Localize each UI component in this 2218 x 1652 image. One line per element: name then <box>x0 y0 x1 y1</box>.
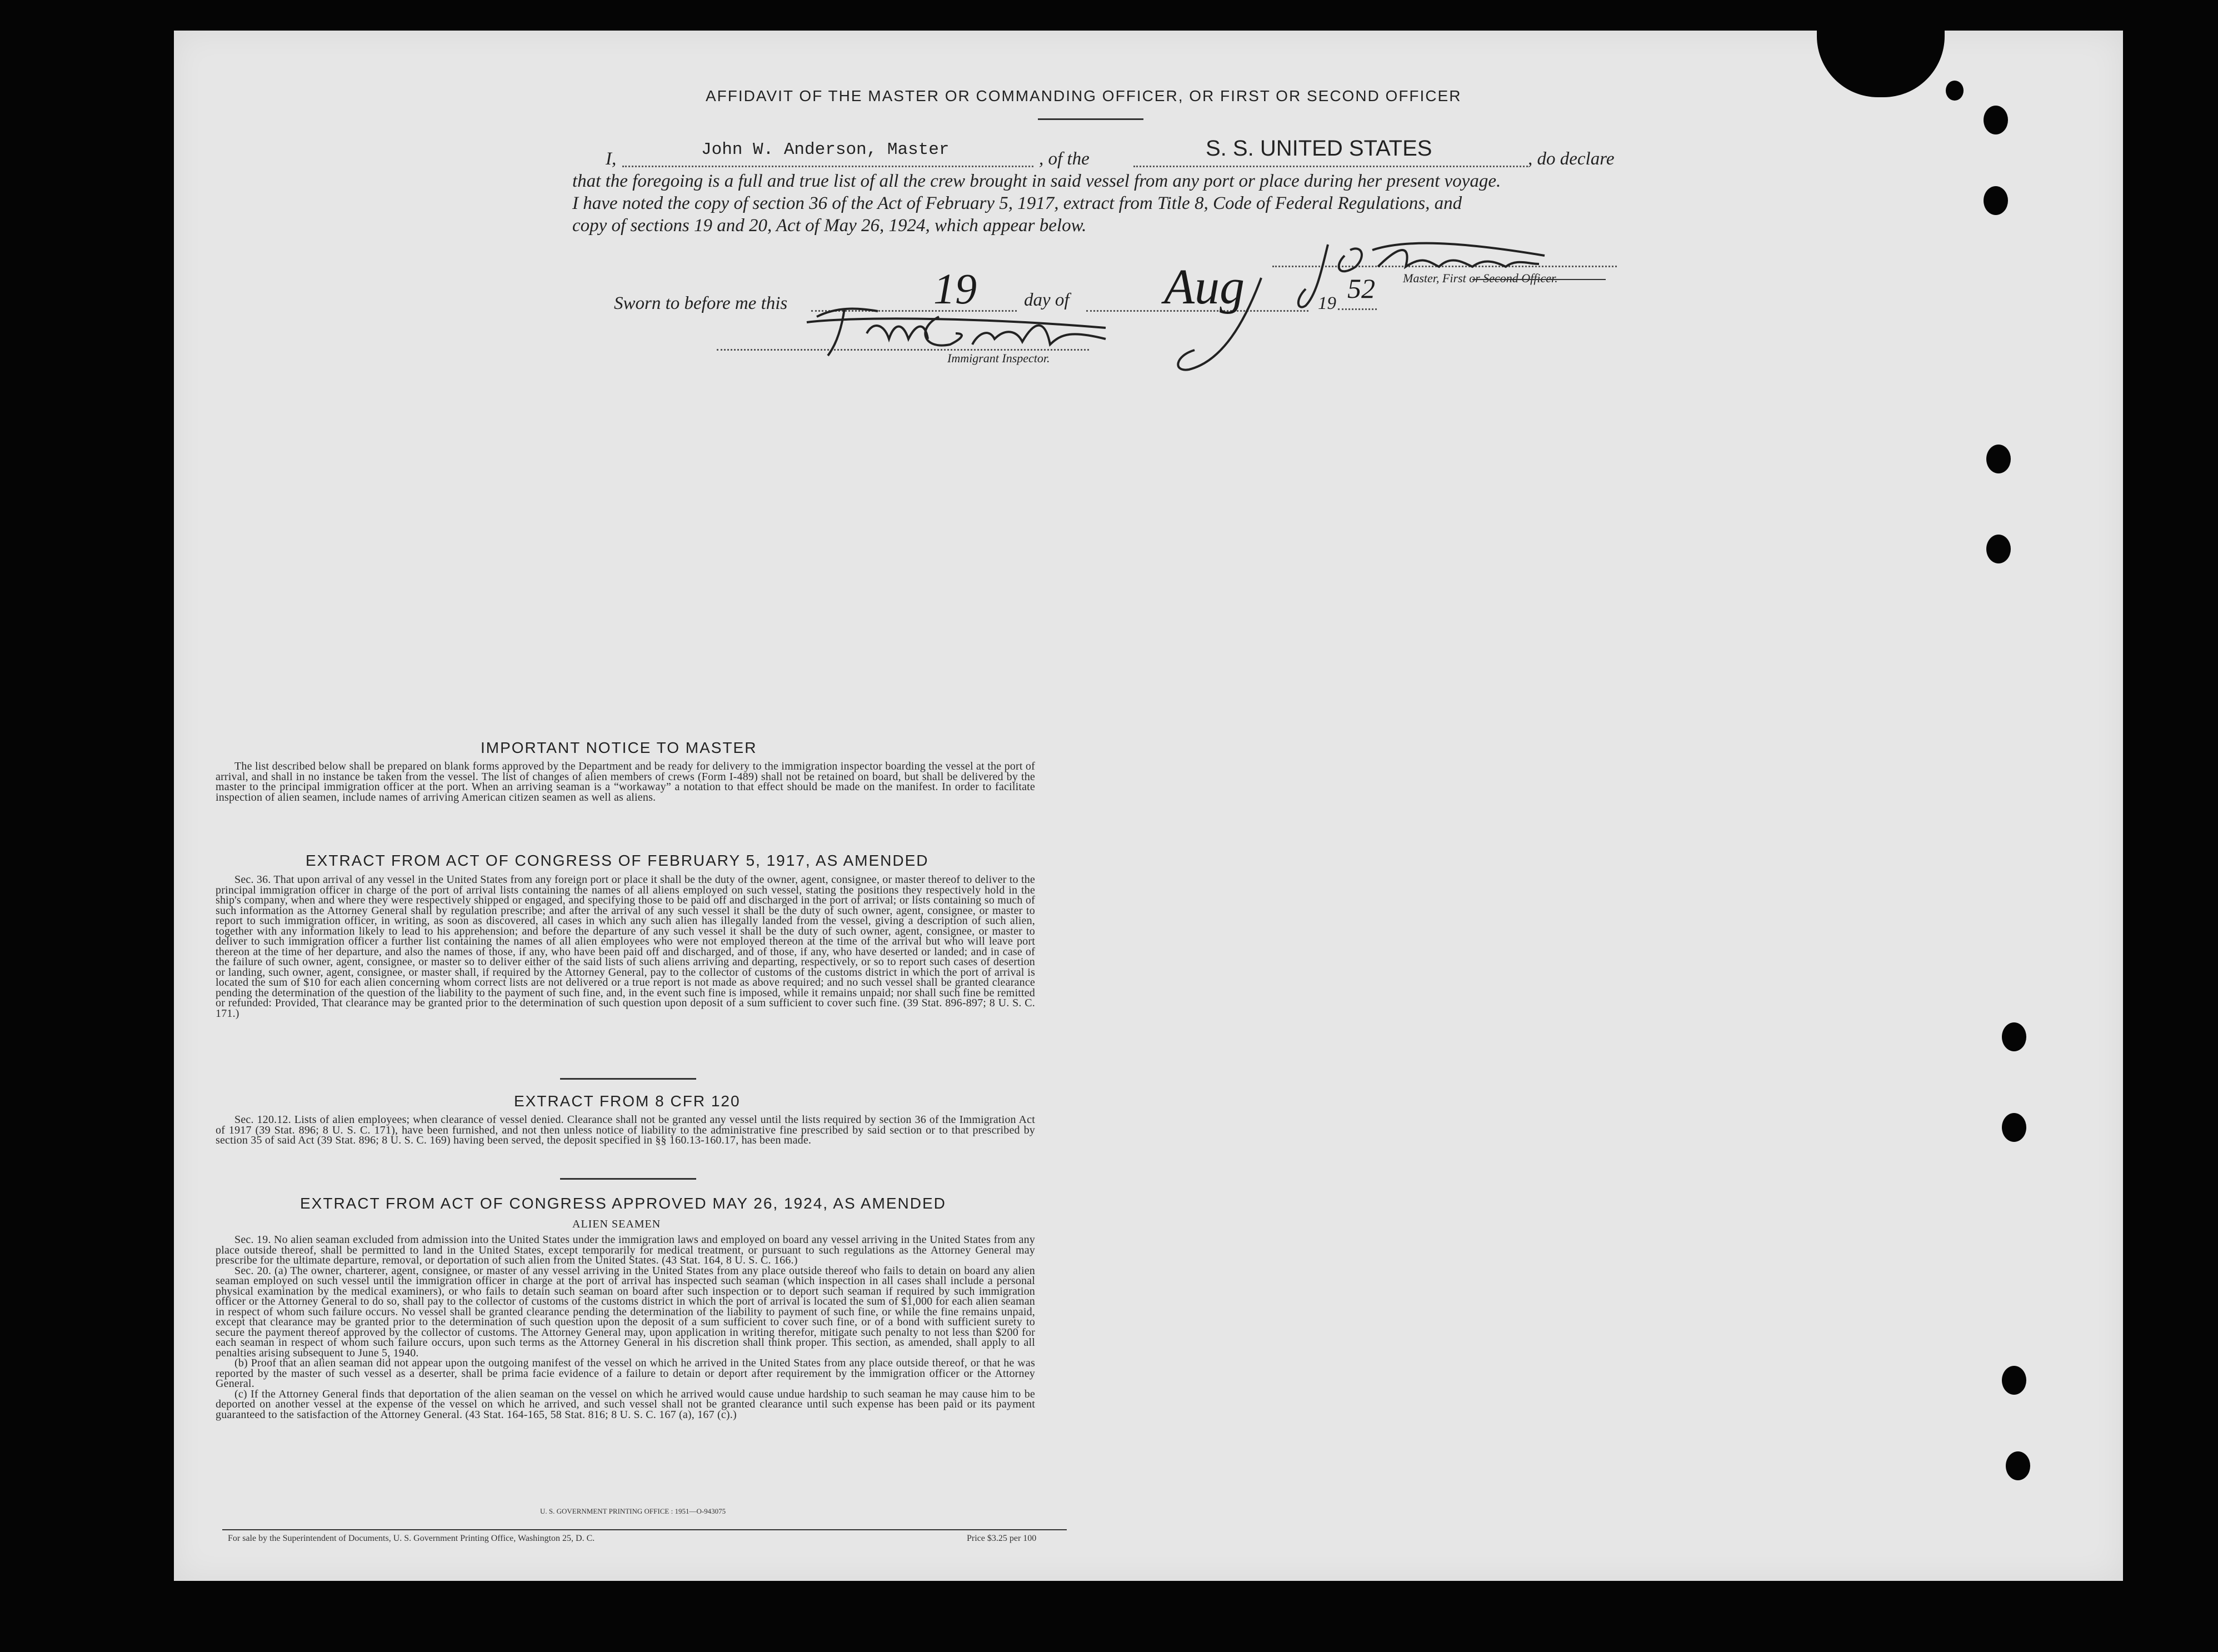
inspector-caption: Immigrant Inspector. <box>947 351 1050 365</box>
for-sale-line: For sale by the Superintendent of Documents, U. S. Government Printing Office, Washington 25, D. C. <box>228 1534 595 1543</box>
extract-cfr-body <box>216 1115 1035 1146</box>
notice-body <box>216 761 1035 802</box>
punch-hole <box>1984 106 2008 134</box>
vessel-name: S. S. UNITED STATES <box>1206 136 1432 161</box>
notice-title: IMPORTANT NOTICE TO MASTER <box>481 739 757 756</box>
section-divider <box>560 1078 696 1080</box>
punch-hole <box>2002 1366 2026 1395</box>
extract-1924-subtitle: ALIEN SEAMEN <box>572 1218 661 1230</box>
year-suffix: 52 <box>1347 273 1375 304</box>
footer-rule <box>222 1529 1067 1530</box>
day-of-label: day of <box>1024 290 1070 310</box>
declaration-line-2: I have noted the copy of section 36 of the Act of February 5, 1917, extract from Title 8, Code of Federal Regulations, and <box>572 193 1462 213</box>
of-the-label: , of the <box>1039 149 1090 169</box>
extract-1924-paragraph: Sec. 19. No alien seaman excluded from admission into the United States under the immigration laws and employed on board any vessel arriving in the United States from any place outside thereof, shall be permitted to land in the United States, except temporarily for medical treatment, or pursuant to such regulations as the Attorney General may prescribe for the ultimate departure, removal, or deportation of such alien from the United States. (43 Stat. 164, 8 U. S. C. 166.) <box>216 1234 1035 1266</box>
punch-hole <box>1986 535 2011 563</box>
title-rule <box>1038 118 1143 120</box>
declaration-line-3: copy of sections 19 and 20, Act of May 26, 1924, which appear below. <box>572 216 1087 236</box>
extract-cfr-paragraph: Sec. 120.12. Lists of alien employees; when clearance of vessel denied. Clearance shall not be granted any vessel until the lists required by section 36 of the Immigration Act of 1917 (39 Stat. 896; 8 U. S. C. 171), have been furnished, and not then unless notice of liability to the administrative fine prescribed by said section or to that prescribed by section 35 of said Act (39 Stat. 896; 8 U. S. C. 169) having been served, the deposit specified in §§ 160.13-160.17, has been made. <box>216 1114 1035 1146</box>
master-caption: Master, First or Second Officer. <box>1403 271 1558 285</box>
notice-paragraph: The list described below shall be prepared on blank forms approved by the Department and be ready for delivery to the immigration inspector boarding the vessel at the port of arrival, and shall in no instance be taken from the vessel. The list of changes of alien members of crews (Form I-489) shall not be retained on board, but shall be delivered by the master to the principal immigration officer at the port. When an arriving seaman is a “workaway” a notation to that effect should be made on the manifest. In order to facilitate inspection of alien seamen, include names of arriving American citizen seamen as well as aliens. <box>216 760 1035 803</box>
extract-1924-paragraph: Sec. 20. (a) The owner, charterer, agent, consignee, or master of any vessel arriving in the United States from any place outside thereof who fails to detain on board any alien seaman employed on such vessel until the immigration officer in charge at the port of arrival has inspected such seaman (which inspection in all cases shall include a personal physical examination by the medical examiners), or who fails to detain such seaman on board after such inspection or to deport such seaman if required by such immigration officer or the Attorney General to do so, shall pay to the collector of customs of the customs district in which the port of arrival is located the sum of $1,000 for each alien seaman in respect of whom such failure occurs. No vessel shall be granted clearance pending the determination of the liability to payment of such fine, or while the fine remains unpaid, except that clearance may be granted prior to the determination of such question upon the deposit of a sum sufficient to cover such fine, or of a bond with sufficient surety to secure the payment thereof approved by the collector of customs. The Attorney General may, upon application in writing therefor, mitigate such penalty to not less than $200 for each seaman in respect of whom such failure occurs, upon such terms as the Attorney General in his discretion shall think proper. This section, as amended, shall apply to all penalties arising subsequent to June 5, 1940. <box>216 1264 1035 1359</box>
extract-cfr-title: EXTRACT FROM 8 CFR 120 <box>514 1092 741 1110</box>
section-divider <box>560 1178 696 1180</box>
extract-1917-paragraph: Sec. 36. That upon arrival of any vessel in the United States from any foreign port or place it shall be the duty of the owner, agent, consignee, or master thereof to deliver to the principal immigration officer in charge of the port of arrival lists containing the names of all aliens employed on such vessel, stating the positions they respectively hold in the ship's company, when and where they were respectively shipped or engaged, and specifying those to be paid off and discharged in the port of arrival; or lists containing so much of such information as the Attorney General shall by regulation prescribe; and after the arrival of any such vessel it shall be the duty of such owner, agent, consignee, or master to report to such immigration officer, in writing, as soon as discovered, all cases in which any such alien has illegally landed from the vessel, giving a description of such alien, together with any information likely to lead to his apprehension; and before the departure of any such vessel it shall be the duty of such owner, agent, consignee, or master to deliver to such immigration officer a further list containing the names of all alien employees who were not employed thereon at the time of the arrival but who will leave port thereon at the time of her departure, and also the names of those, if any, who have been paid off and discharged, and of those, if any, who have deserted or landed; and in case of the failure of such owner, agent, consignee, or master so to deliver either of the said lists of such aliens arriving and departing, respectively, or so to report such cases of desertion or landing, such owner, agent, consignee, or master shall, if required by the Attorney General, pay to the collector of customs of the customs district in which the port of arrival is located the sum of $10 for each alien concerning whom correct lists are not delivered or a true report is not made as above required; and no such vessel shall be granted clearance pending the determination of the question of the liability to the payment of such fine, and, in the event such fine is imposed, while it remains unpaid; nor shall such fine be remitted or refunded: Provided, That clearance may be granted prior to the determination of such question upon deposit of a sum sufficient to cover such fine. (39 Stat. 896-897; 8 U. S. C. 171.) <box>216 874 1035 1020</box>
year-prefix: 19 <box>1318 293 1336 313</box>
punch-hole <box>2002 1022 2026 1051</box>
extract-1917-title: EXTRACT FROM ACT OF CONGRESS OF FEBRUARY 5, 1917, AS AMENDED <box>306 852 929 869</box>
extract-1917-body <box>216 875 1035 1019</box>
extract-1924-title: EXTRACT FROM ACT OF CONGRESS APPROVED MAY 26, 1924, AS AMENDED <box>300 1195 946 1212</box>
punch-hole <box>2006 1451 2030 1480</box>
master-name-line <box>622 166 1033 167</box>
printing-office-line: U. S. GOVERNMENT PRINTING OFFICE : 1951—O-943075 <box>540 1507 726 1515</box>
sworn-label: Sworn to before me this <box>614 293 788 313</box>
affidavit-title: AFFIDAVIT OF THE MASTER OR COMMANDING OFFICER, OR FIRST OR SECOND OFFICER <box>706 87 1462 104</box>
declaration-line-1: that the foregoing is a full and true list of all the crew brought in said vessel from any port or place during her present voyage. <box>572 171 1501 191</box>
punch-hole <box>2002 1113 2026 1142</box>
punch-hole <box>1946 81 1964 101</box>
month-value: Aug <box>1164 259 1245 315</box>
vessel-name-line <box>1133 166 1528 167</box>
day-value: 19 <box>933 264 977 313</box>
month-flourish <box>1167 267 1278 378</box>
punch-hole <box>1986 445 2011 473</box>
price-line: Price $3.25 per 100 <box>967 1534 1037 1543</box>
declarant-label: I, <box>606 149 617 169</box>
extract-1924-body <box>216 1235 1035 1420</box>
do-declare-label: , do declare <box>1528 149 1615 169</box>
punch-hole <box>1984 186 2008 215</box>
strike-first-second <box>1472 279 1606 280</box>
master-name: John W. Anderson, Master <box>701 140 950 159</box>
extract-1924-paragraph: (b) Proof that an alien seaman did not appear upon the outgoing manifest of the vessel on which he arrived in the United States from any place outside thereof, or that he was reported by the master of such vessel as a deserter, shall be prima facie evidence of a failure to detain or deport after requirement by the immigration officer or the Attorney General. <box>216 1357 1035 1390</box>
extract-1924-paragraph: (c) If the Attorney General finds that deportation of the alien seaman on the vessel on which he arrived would cause undue hardship to such seaman he may cause him to be deported on another vessel at the expense of the vessel on which he arrived, and such vessel shall not be granted clearance until such expense has been paid or its payment guaranteed to the satisfaction of the Attorney General. (43 Stat. 164-165, 58 Stat. 816; 8 U. S. C. 167 (a), 167 (c).) <box>216 1388 1035 1421</box>
